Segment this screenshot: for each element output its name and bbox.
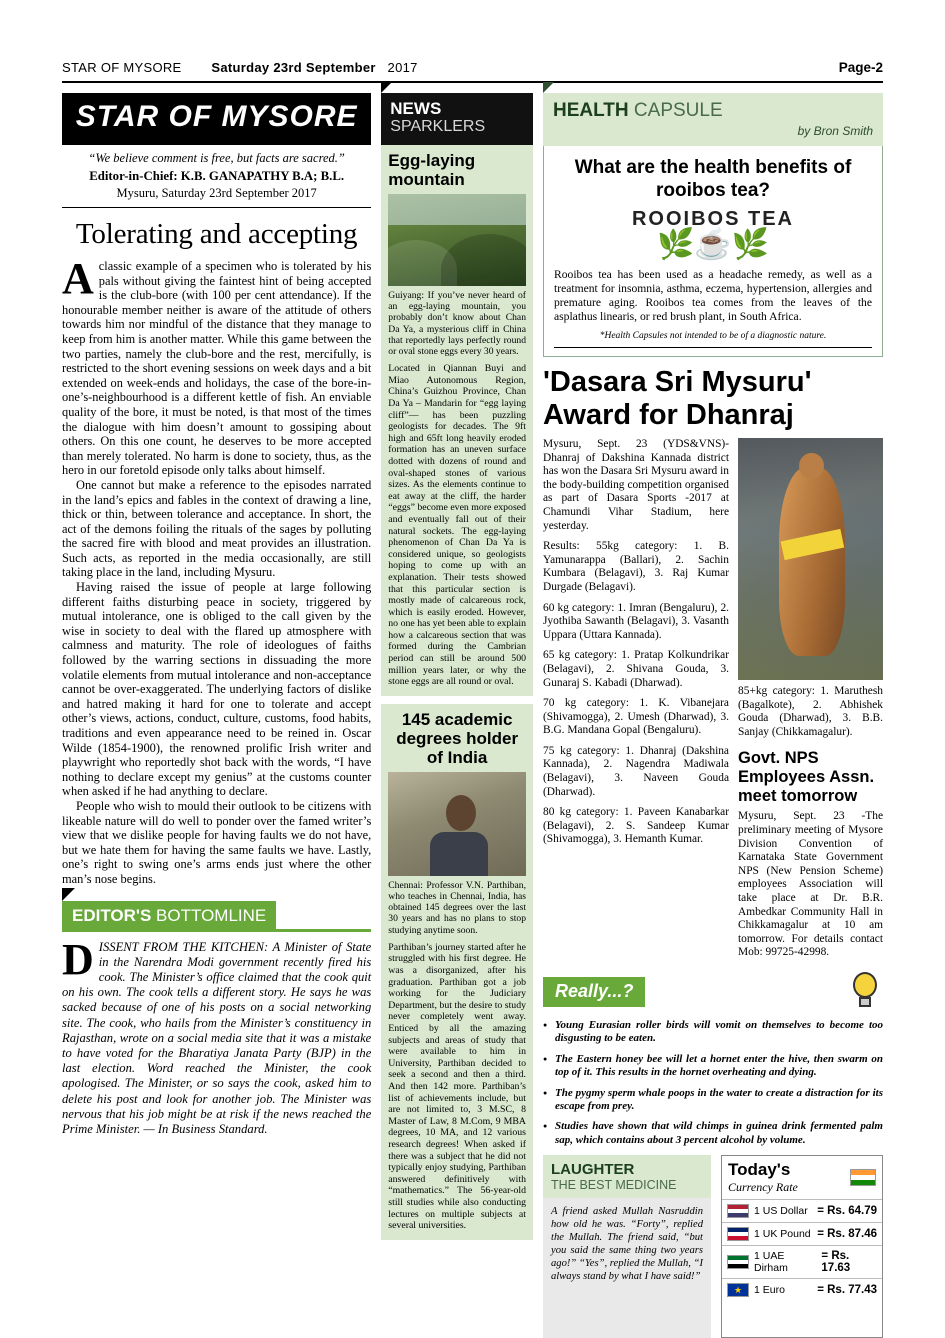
- health-question: What are the health benefits of rooibos tea?: [574, 157, 852, 201]
- photo-head: [799, 453, 824, 480]
- dasara-headline: 'Dasara Sri Mysuru' Award for Dhanraj: [543, 366, 812, 431]
- laughter-title-bold: LAUGHTER: [551, 1161, 635, 1179]
- nps-body: Mysuru, Sept. 23 -The preliminary meeting of Mysore Division Convention of Karnataka State Government NPS (New Pension Scheme) employees Association will take place at Dr. B.R. Ambedkar Community Hall in Chikkamagalur at 10 am tomorrow. For details contact Mob: 99725-42998.: [738, 810, 883, 959]
- photo-sky: [388, 194, 526, 225]
- laughter-header: [543, 1155, 711, 1198]
- sparklers-title-light: SPARKLERS: [390, 118, 486, 135]
- table-row: [722, 1245, 882, 1278]
- dasara-result: 70 kg category: 1. K. Vibanejara (Shivamogga), 2. Umesh (Dharwad), 3. B.G. Mandana Gopal (Bengaluru).: [543, 697, 729, 737]
- header-year: 2017: [387, 60, 418, 75]
- health-title-light: CAPSULE: [633, 100, 723, 121]
- health-capsule-body: [543, 146, 883, 357]
- photo-torso: [430, 832, 488, 876]
- bottomline-title-light: BOTTOMLINE: [156, 905, 267, 925]
- currency-value: = Rs. 77.43: [817, 1284, 877, 1297]
- editorial-dropcap: A: [62, 254, 94, 303]
- column-features: [543, 93, 883, 1338]
- health-body: Rooibos tea has been used as a headache remedy, as well as a treatment for insomnia, asthma, eczema, hypertension, allergies and premature aging. Rooibos tea comes from the leaves of the asplathus linearis, or red brush plant, in South Africa.: [554, 268, 872, 323]
- corner-fold-icon: [62, 888, 75, 901]
- health-title: [553, 100, 873, 122]
- health-title-bold: HEALTH: [553, 100, 629, 121]
- bulb-glass: [853, 972, 877, 998]
- dasara-intro: Mysuru, Sept. 23 (YDS&VNS)- Dhanraj of Dakshina Kannada district has won the Dasara Sri Mysuru award in the body-building competition organised as part of Dasara Sports -2017 at Chamundi Vihar Stadium, here yesterday.: [543, 438, 729, 532]
- list-item: ● The Eastern honey bee will let a hornet enter the hive, then swarm on top of it. This results in the hornet overheating and dying.: [543, 1053, 883, 1080]
- photo-hill-2: [441, 234, 526, 286]
- column-news-sparklers: [381, 93, 533, 1338]
- dasara-photo: [738, 438, 883, 680]
- currency-value: = Rs. 17.63: [821, 1250, 851, 1275]
- bottomline-rule: [276, 901, 371, 932]
- masthead-placedate: Mysuru, Saturday 23rd September 2017: [62, 186, 371, 208]
- eu-flag-icon: ★: [727, 1283, 749, 1297]
- header-left: [62, 60, 418, 75]
- currency-name: 1 UAE Dirham: [754, 1250, 788, 1275]
- currency-value: = Rs. 64.79: [817, 1205, 877, 1218]
- dasara-article: [543, 438, 883, 960]
- laughter-joke: A friend asked Mullah Nasruddin how old he was. “Forty”, replied the Mullah. The friend said, “but you said the same thing two years ago!” “Yes”, replied the Mullah, “I always stand by what I have said!”: [543, 1198, 711, 1338]
- currency-rate-box: [721, 1155, 883, 1338]
- really-header: [543, 972, 883, 1012]
- tea-art-glyphs: 🌿☕🌿: [656, 228, 770, 261]
- dasara-result: 75 kg category: 1. Dhanraj (Dakshina Kannada), 2. Nagendra Madiwala (Belagavi), 3. Naveen Gouda (Dharwad).: [543, 744, 729, 798]
- list-item: ● Young Eurasian roller birds will vomit on themselves to become too disgusting to be eaten.: [543, 1019, 883, 1046]
- news-sparklers-header: [381, 93, 533, 145]
- story2-headline: 145 academic degrees holder of India: [396, 709, 519, 767]
- photo-bodybuilder: [779, 467, 846, 656]
- uae-flag-icon: [727, 1255, 749, 1269]
- list-item: ● The pygmy sperm whale poops in the water to create a distraction for its escape from prey.: [543, 1087, 883, 1114]
- table-row: [722, 1222, 882, 1245]
- editorial-paragraph: Having raised the issue of people at large following different faiths disturbing peace in society, triggered by mutual intolerance, one is obliged to the call given by the wise in society to deal with the flared up atmosphere with calmness and maturity. The role of ideologues of faiths followed by the warring sections in dissuading the more volatile elements from mutual intolerance and non-acceptance cannot be over-exaggerated. The underlying factors of dislike and hatred making it hard for one to tolerate and accept other’s views, actions, conduct, culture, customs, food habits, traditions and even appearance need to be reined in. Oscar Wilde (1854-1900), the renowned prolific Irish writer and playwright who reportedly shot back with the words, “I have nothing to declare except my genius” at the customs counter when asked if he had anything to declare.: [62, 580, 372, 799]
- editorial-body: [62, 254, 372, 887]
- currency-name: 1 US Dollar: [754, 1205, 808, 1218]
- editorial-paragraph: One cannot but make a reference to the episodes narrated in the land’s epics and fables in the context of drawing a line, thick or thin, between tolerance and acceptance. In short, the act of the demons foiling the rituals of the sages by polluting the sacred fire with blood and meat provides an illustration. Such acts, as reported in the media occasionally, are still taking place in the land, including Mysuru.: [62, 477, 372, 580]
- currency-value: = Rs. 87.46: [817, 1228, 877, 1241]
- currency-title: Today's: [728, 1160, 791, 1180]
- editorial-headline: Tolerating and accepting: [75, 218, 358, 250]
- currency-header: [722, 1156, 882, 1199]
- editorial-paragraph: People who wish to mould their outlook to be citizens with likeable nature will do well to ponder over the famed writer’s view that we dislike people for having faults we do not have, but we hate them for having the same faults we have. Lastly, one’s right to swing one’s arms ends just where the other man’s nose begins.: [62, 798, 372, 886]
- corner-fold-icon: [543, 82, 554, 93]
- currency-titles: [728, 1160, 798, 1195]
- tea-art-label: ROOIBOS TEA: [631, 208, 794, 230]
- dasara-photo-caption: 85+kg category: 1. Maruthesh (Bagalkote), 2. Abhishek Gouda (Dharwad), 3. B.B. Sanjay (Chikkamagalur).: [738, 685, 883, 738]
- page-header: [62, 60, 883, 83]
- table-row: [722, 1199, 882, 1222]
- column-editorial: [62, 93, 371, 1338]
- story1-headline: Egg-laying mountain: [388, 151, 476, 189]
- masthead-credo: “We believe comment is free, but facts are sacred.”: [88, 151, 345, 165]
- sparkler-story-1: [381, 145, 533, 696]
- dasara-result: 65 kg category: 1. Pratap Kolkundrikar (Belagavi), 2. Shivana Gouda, 3. Gunaraj S. Kabadi (Dharwad).: [543, 649, 729, 689]
- us-flag-icon: [727, 1204, 749, 1218]
- story2-photo: [388, 772, 526, 876]
- uk-flag-icon: [727, 1227, 749, 1241]
- table-row: [722, 1278, 882, 1301]
- list-item: ● Studies have shown that wild chimps in guinea drink fermented palm sap, which contains about 3 percent alcohol by volume.: [543, 1120, 883, 1147]
- bottomline-text: ISSENT FROM THE KITCHEN: A Minister of State in the Narendra Modi government recently fired his cook. The Minister’s office claimed that the cook quit on his own. The cook tells a different story. He says he was sacked because of one of his posts on a social networking site. The cook, who hails from the Minister’s constituency in Rajasthan, wrote on a social media site that it was a mistake to have voted for the Bharatiya Janata Party (BJP) in the last election. Word reached the Minister, the cook apologised. The Minister, or so says the cook, asked him to delete his post and look for another job. The Minister was nervous that his job might be at risk if the news reached the Prime Minister. — In Business Standard.: [62, 939, 372, 1136]
- editorial-para-text: classic example of a specimen who is tolerated by his pals without giving the faintest hint of being accepted is the club-bore (with 100 per cent attendance). If the honourable member neither is aware of the attitude of others towards him nor mindful of the distance that they manage to keep from him is another matter. While this game between the two parties, namely the club-bore and the rest, mercifully, is restricted to the short evening sessions on week days and a bit extended on week-ends and holidays, the case of the bore-in-one’s-neighbourhood is a different kettle of fish. An enviable quality of the bore, it must be noted, is that most of the times the dialogue with him doesn’t amount to gossiping about others. On this one count, he deserves to be more accepted than merely tolerated. No harm is done to society, thus, as the hero in our foretold episode only talks about himself.: [62, 259, 372, 478]
- masthead-editor: Editor-in-Chief: K.B. GANAPATHY B.A; B.L.: [89, 169, 345, 183]
- story1-photo: [388, 194, 526, 286]
- laughter-box: [543, 1155, 711, 1338]
- bottomline-title: [62, 901, 276, 932]
- dasara-result: 60 kg category: 1. Imran (Bengaluru), 2. Jyothiba Sawanth (Belagavi), 3. Vasanth Uppara (Uttara Kannada).: [543, 601, 729, 641]
- lightbulb-icon: [849, 972, 883, 1012]
- laughter-title-light: THE BEST MEDICINE: [551, 1178, 677, 1193]
- editorial-paragraph: [62, 254, 372, 478]
- sparklers-title-bold: NEWS: [390, 99, 442, 118]
- publication-name: STAR OF MYSORE: [62, 60, 182, 75]
- header-date: Saturday 23rd September: [211, 60, 376, 75]
- currency-name: 1 Euro: [754, 1284, 785, 1297]
- masthead-flag: STAR OF MYSORE: [62, 94, 371, 145]
- dasara-photo-column: [738, 438, 883, 960]
- dasara-result: Results: 55kg category: 1. B. Yamunarappa (Ballari), 2. Sachin Kumbara (Belagavi), 3. Raj Kumar Durgade (Belagavi).: [543, 540, 729, 593]
- health-capsule-header: [543, 93, 883, 146]
- dasara-result: 80 kg category: 1. Paveen Kanabarkar (Belagavi), 2. S. Sandeep Kumar (Shivamogga), 3. Hemanth Kumar.: [543, 806, 729, 846]
- really-title: Really...?: [543, 977, 645, 1007]
- photo-face: [446, 795, 476, 831]
- bottomline-body: [62, 934, 372, 1138]
- health-disclaimer: *Health Capsules not intended to be of a diagnostic nature.: [554, 331, 872, 348]
- bottomline-dropcap: D: [62, 934, 94, 984]
- masthead-block: [62, 93, 371, 145]
- nps-headline: Govt. NPS Employees Assn. meet tomorrow: [738, 749, 875, 806]
- currency-name: 1 UK Pound: [754, 1228, 811, 1241]
- india-flag-icon: [850, 1169, 876, 1186]
- dasara-text: [543, 438, 729, 960]
- bottom-boxes: [543, 1155, 883, 1338]
- bottomline-title-bold: EDITOR'S: [72, 905, 152, 925]
- really-list: [543, 1019, 883, 1147]
- sparkler-story-2: [381, 704, 533, 1240]
- bottomline-paragraph: [62, 934, 372, 1138]
- currency-subtitle: Currency Rate: [728, 1180, 798, 1195]
- rooibos-tea-illustration: [554, 208, 872, 262]
- page-columns: [62, 93, 883, 1338]
- story1-caption: Guiyang: If you’ve never heard of an egg-laying mountain, you probably don’t know about Chan Da Ya, a mysterious cliff in China that reportedly lays perfectly round or oval stone eggs every 30 years.: [388, 290, 526, 358]
- page-number: Page-2: [838, 60, 883, 75]
- story2-body: Parthiban’s journey started after he struggled with his first degree. He was a disorganized, after his graduation. Parthiban got a job working for the Judiciary Department, but the desire to study never completely went away. Enticed by all the amazing subjects and areas of study that were available to him in University, Parthiban decided to seek a second and then a third. And then 142 more. Parthiban’s list of achievements include, but are not limited to, 3 M.SC, 8 Master of Law, 8 M.Com, 9 MBA degrees, 10 MA, and 12 various research degrees! When asked if there was a subject that he did not typically enjoy studying, Parthiban answered definitively with “mathematics.” The 56-year-old still studies while also conducting lectures on multiple subjects at several universities.: [388, 941, 526, 1232]
- bulb-base: [859, 997, 871, 1007]
- bottomline-header: [62, 901, 371, 932]
- health-byline: by Bron Smith: [797, 124, 873, 138]
- story2-caption: Chennai: Professor V.N. Parthiban, who teaches in Chennai, India, has obtained 145 degrees over the last 30 years and has no plans to stop studying anytime soon.: [388, 879, 526, 936]
- story1-body: Located in Qiannan Buyi and Miao Autonomous Region, China’s Guizhou Province, Chan Da Ya – Mandarin for “egg laying cliff”— has been puzzling geologists for decades. The 9ft high and 65ft long heavily eroded formation has an uneven surface dotted with dozens of round and oval-shaped stones of various sizes. As the elements continue to eat away at the cliff, the harder “eggs” become even more exposed and eventually fall out of their natural sockets. The egg-laying phenomenon of Chan Da Ya is considered unique, so geologists hoping to come up with an explanation. Their tests showed that this particular section is mostly made of calcareous rock, which is easily eroded. However, no one has yet been able to explain how a calcareous section that was formed during the Cambrian period can still be around 500 million years later, or why the stone eggs are all round or oval.: [388, 363, 526, 688]
- corner-fold-icon: [381, 82, 392, 93]
